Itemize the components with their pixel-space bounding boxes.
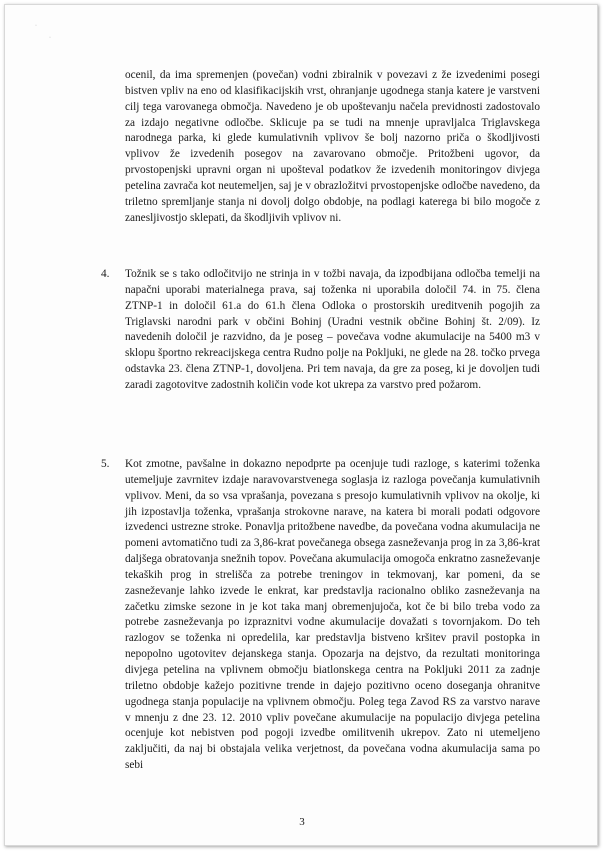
paragraph-intro: ocenil, da ima spremenjen (povečan) vodni zbiralnik v povezavi z že izvedenimi posegi bistven vpliv na eno od klasifikacijskih vrst, ohranjanje ugodnega stanja katere je varstveni cilj tega varovanega območja. Navedeno je ob upoštevanju načela previdnosti zadostovalo za izdajo negativne odločbe. Sklicuje pa se tudi na mnenje upravljalca Triglavskega narodnega parka, ki glede kumulativnih vplivov še bolj nazorno priča o škodljivosti vplivov že izvedenih posegov na zavarovano območje. Pritožbeni ugovor, da prvostopenjski upravni organ ni upošteval podatkov že izvedenih monitoringov divjega petelina zavrača kot neutemeljen, saj je v obrazložitvi prvostopenjske odločbe navedeno, da triletno spremljanje stanja ni dovolj dolgo obdobje, na podlagi katerega bi bilo mogoče z zanesljivostjo sklepati, da škodljivih vplivov ni. <box>125 69 541 224</box>
page-number: 3 <box>299 816 305 828</box>
paragraph-number: 4. <box>101 268 110 280</box>
scan-speck: · <box>35 23 37 29</box>
paragraph-4: Tožnik se s tako odločitvijo ne strinja in v tožbi navaja, da izpodbijana odločba temelji na napačni uporabi materialnega prava, saj toženka ni uporabila določil 74. in 75. člena ZTNP-1 in določil 61.a do 61.h člena Odloka o prostorskih ureditvenih pogojih za Triglavski narodni park v občini Bohinj (Uradni vestnik občine Bohinj št. 2/09). Iz navedenih določil je razvidno, da je poseg – povečava vodne akumulacije na 5400 m3 v sklopu športno rekreacijskega centra Rudno polje na Pokljuki, ne glede na 28. točko prvega odstavka 23. člena ZTNP-1, dovoljena. Pri tem navaja, da gre za poseg, ki je dovoljen tudi zaradi zagotovitve zadostnih količin vode kot ukrepa za varstvo pred požarom. <box>125 268 540 391</box>
scan-speck: · <box>49 35 51 41</box>
paragraph-5: Kot zmotne, pavšalne in dokazno nepodprte pa ocenjuje tudi razloge, s katerimi toženka utemeljuje zavrnitev izdaje naravovarstvenega soglasja iz razloga povečanja kumulativnih vplivov. Meni, da so vsa vprašanja, povezana s presojo kumulativnih vplivov na okolje, ki jih izpostavlja toženka, vprašanja strokovne narave, na katera bi morali podati odgovore izvedenci ustrezne stroke. Ponavlja pritožbene navedbe, da povečana vodna akumulacija ne pomeni avtomatično tudi za 3,86-krat povečanega obsega zasneževanja prog in za 3,86-krat daljšega obratovanja snežnih topov. Povečana akumulacija omogoča enkratno zasneževanje tekaških prog in strelišča za potrebe treningov in tekmovanj, kar pomeni, da se zasneževanje lahko izvede le enkrat, kar predstavlja racionalno obliko zasneževanja na začetku zimske sezone in je kot taka manj obremenjujoča, kot če bi bilo treba vodo za potrebe zasneževanja po izpraznitvi vodne akumulacije dovažati s tovornjakom. Do teh razlogov se toženka ni opredelila, kar predstavlja bistveno kršitev pravil postopka in nepopolno ugotovitev dejanskega stanja. Opozarja na dejstvo, da rezultati monitoringa divjega petelina na vplivnem območju biatlonskega centra na Pokljuki 2011 za zadnje triletno obdobje kažejo pozitivne trende in dajejo pozitivno oceno doseganja ohranitve ugodnega stanja populacije na vplivnem območju. Poleg tega Zavod RS za varstvo narave v mnenju z dne 23. 12. 2010 vpliv povečane akumulacije na populacijo divjega petelina ocenjuje kot nebistven pod pogoji izvedbe omilitvenih ukrepov. Zato ni utemeljeno zaključiti, da naj bi obstajala velika verjetnost, da povečana vodna akumulacija sama po sebi <box>125 458 540 772</box>
document-page <box>4 4 598 846</box>
paragraph-number: 5. <box>101 458 110 470</box>
